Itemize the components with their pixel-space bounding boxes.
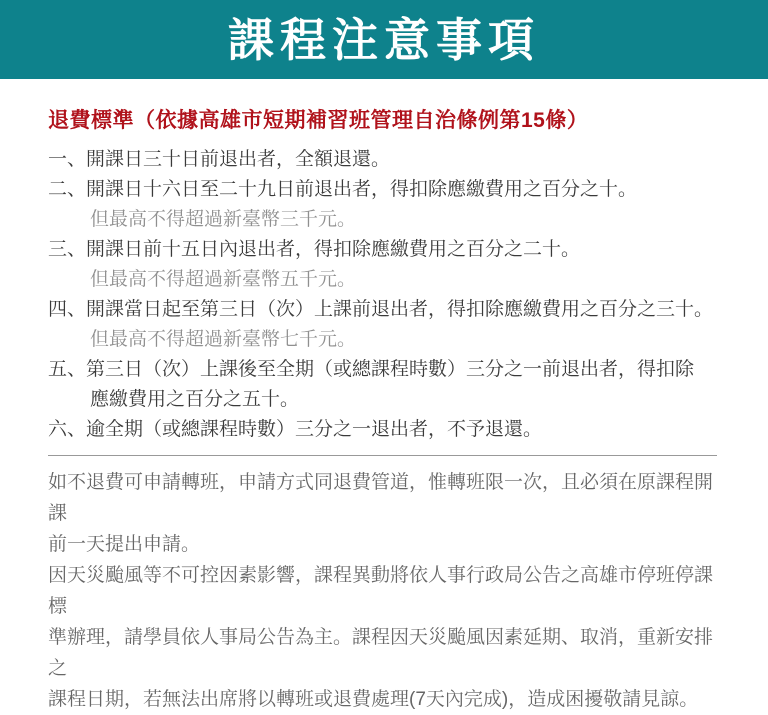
notice-content xyxy=(0,104,768,715)
refund-rule-5-continued: 應繳費用之百分之五十。 xyxy=(90,389,300,410)
refund-rule-list xyxy=(48,145,728,445)
refund-rule-4-cap-note: 但最高不得超過新臺幣七千元。 xyxy=(90,329,357,350)
refund-rule-1: 一、開課日三十日前退出者，全額退還。 xyxy=(48,149,391,170)
transfer-note: 如不退費可申請轉班，申請方式同退費管道，惟轉班限一次，且必須在原課程開課 前一天提出申請。 xyxy=(48,472,714,555)
refund-rule-3: 三、開課日前十五日內退出者，得扣除應繳費用之百分之二十。 xyxy=(48,239,581,260)
refund-rule-4: 四、開課當日起至第三日（次）上課前退出者，得扣除應繳費用之百分之三十。 xyxy=(48,299,714,320)
section-divider xyxy=(48,455,717,456)
page-title: 課程注意事項 xyxy=(228,13,540,66)
refund-rule-2-cap-note: 但最高不得超過新臺幣三千元。 xyxy=(90,209,357,230)
refund-rule-3-cap-note: 但最高不得超過新臺幣五千元。 xyxy=(90,269,357,290)
page-header xyxy=(0,0,768,79)
weather-note: 因天災颱風等不可控因素影響，課程異動將依人事行政局公告之高雄市停班停課標 準辦理，請學員依人事局公告為主。課程因天災颱風因素延期、取消，重新安排之 課程日期，若無法出席將以轉班或退費處理(7天內完成)，造成困擾敬請見諒。 xyxy=(48,565,714,710)
refund-rule-5: 五、第三日（次）上課後至全期（或總課程時數）三分之一前退出者，得扣除 xyxy=(48,359,695,380)
refund-policy-heading: 退費標準（依據高雄市短期補習班管理自治條例第15條） xyxy=(48,109,589,132)
refund-rule-6: 六、逾全期（或總課程時數）三分之一退出者，不予退還。 xyxy=(48,419,543,440)
footer-notes xyxy=(48,467,728,715)
refund-rule-2: 二、開課日十六日至二十九日前退出者，得扣除應繳費用之百分之十。 xyxy=(48,179,638,200)
